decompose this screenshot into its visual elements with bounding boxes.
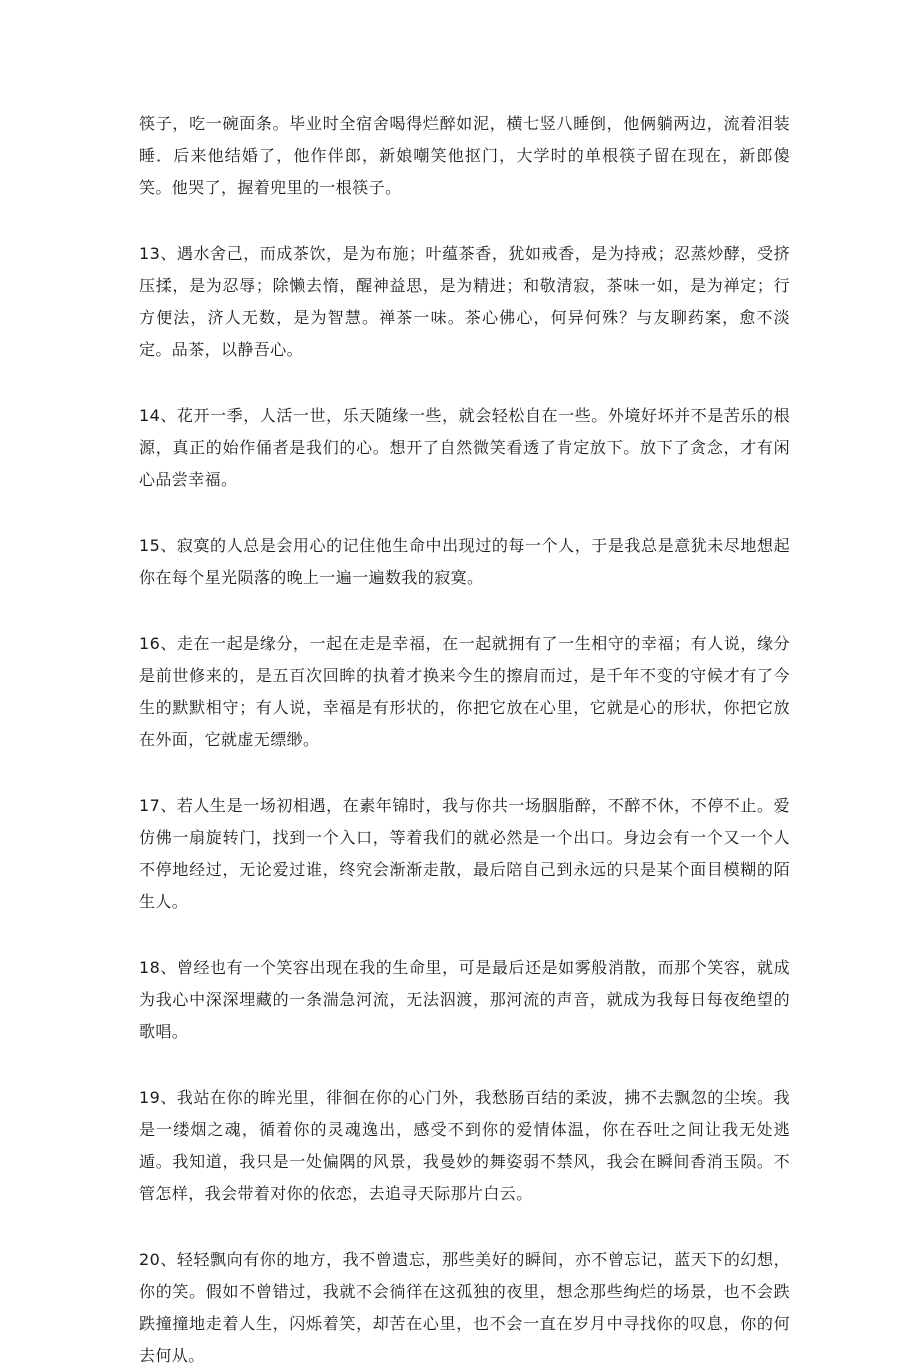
paragraph-19: 19、我站在你的眸光里，徘徊在你的心门外，我愁肠百结的柔波，拂不去飘忽的尘埃。我是一缕烟之魂，循着你的灵魂逸出，感受不到你的爱情体温，你在吞吐之间让我无处逃遁。我知道，我只是一处偏隅的风景，我曼妙的舞姿弱不禁风，我会在瞬间香消玉陨。不管怎样，我会带着对你的依恋，去追寻天际那片白云。 xyxy=(139,1088,790,1203)
paragraph-13: 13、遇水舍己，而成茶饮，是为布施；叶蕴茶香，犹如戒香，是为持戒；忍蒸炒酵，受挤压揉，是为忍辱；除懒去惰，醒神益思，是为精进；和敬清寂，茶味一如，是为禅定；行方便法，济人无数，是为智慧。禅茶一味。茶心佛心，何异何殊？与友聊药案，愈不淡定。品茶，以静吾心。 xyxy=(139,244,790,359)
paragraph-15: 15、寂寞的人总是会用心的记住他生命中出现过的每一个人，于是我总是意犹未尽地想起你在每个星光陨落的晚上一遍一遍数我的寂寞。 xyxy=(139,536,790,587)
paragraph-18: 18、曾经也有一个笑容出现在我的生命里，可是最后还是如雾般消散，而那个笑容，就成为我心中深深埋藏的一条湍急河流，无法泅渡，那河流的声音，就成为我每日每夜绝望的歌唱。 xyxy=(139,958,790,1041)
paragraph-continued: 筷子，吃一碗面条。毕业时全宿舍喝得烂醉如泥，横七竖八睡倒，他俩躺两边，流着泪装睡．后来他结婚了，他作伴郎，新娘嘲笑他抠门，大学时的单根筷子留在现在，新郎傻笑。他哭了，握着兜里的一根筷子。 xyxy=(139,114,790,197)
paragraph-17: 17、若人生是一场初相遇，在素年锦时，我与你共一场胭脂醉，不醉不休，不停不止。爱仿佛一扇旋转门，找到一个入口，等着我们的就必然是一个出口。身边会有一个又一个人不停地经过，无论爱过谁，终究会渐渐走散，最后陪自己到永远的只是某个面目模糊的陌生人。 xyxy=(139,796,790,911)
paragraph-16: 16、走在一起是缘分，一起在走是幸福，在一起就拥有了一生相守的幸福；有人说，缘分是前世修来的，是五百次回眸的执着才换来今生的擦肩而过，是千年不变的守候才有了今生的默默相守；有人说，幸福是有形状的，你把它放在心里，它就是心的形状，你把它放在外面，它就虚无缥缈。 xyxy=(139,634,790,749)
paragraph-14: 14、花开一季，人活一世，乐天随缘一些，就会轻松自在一些。外境好坏并不是苦乐的根源，真正的始作俑者是我们的心。想开了自然微笑看透了肯定放下。放下了贪念，才有闲心品尝幸福。 xyxy=(139,406,790,489)
paragraph-20: 20、轻轻飘向有你的地方，我不曾遗忘，那些美好的瞬间，亦不曾忘记，蓝天下的幻想，你的笑。假如不曾错过，我就不会徜徉在这孤独的夜里，想念那些绚烂的场景，也不会跌跌撞撞地走着人生，闪烁着笑，却苦在心里，也不会一直在岁月中寻找你的叹息，你的何去何从。 xyxy=(139,1250,790,1365)
